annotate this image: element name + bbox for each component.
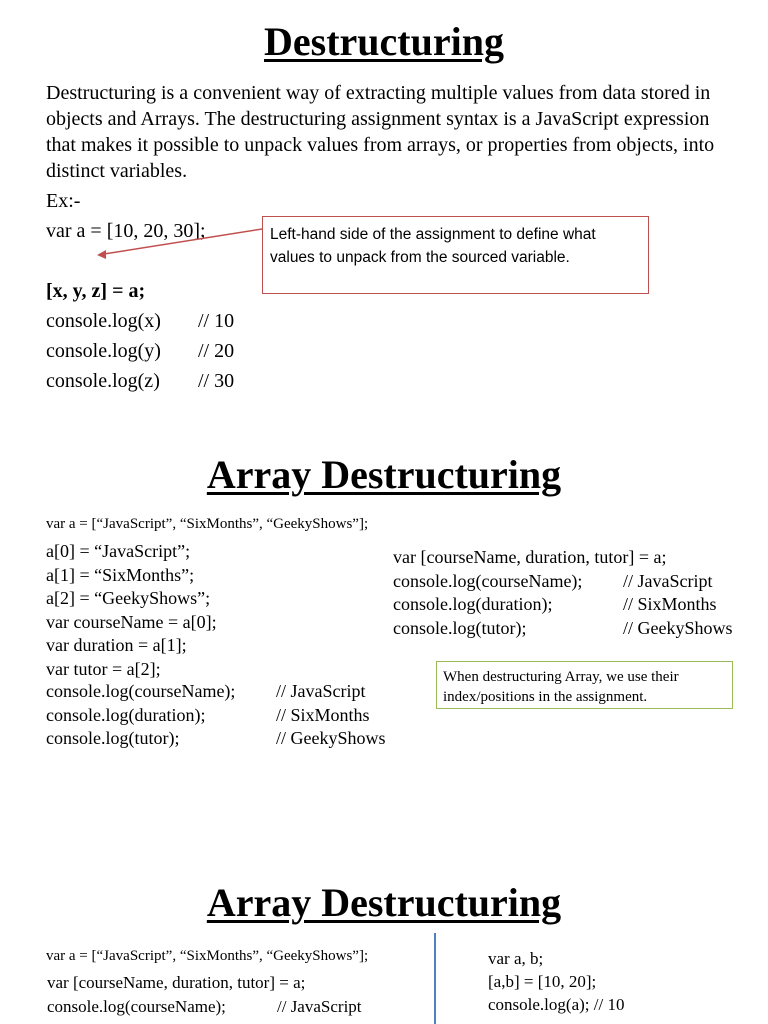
log-code: console.log(courseName); bbox=[46, 681, 236, 701]
column-divider bbox=[434, 933, 436, 1024]
log-code: console.log(x) bbox=[46, 310, 161, 332]
log-line-x bbox=[46, 308, 235, 334]
log-comment: // GeekyShows bbox=[276, 728, 386, 748]
left-log-line bbox=[47, 995, 362, 1019]
log-code: console.log(z) bbox=[46, 370, 160, 392]
log-comment: // 10 bbox=[198, 310, 235, 332]
swap-assignment: [a,b] = [10, 20]; bbox=[488, 972, 597, 991]
destructuring-declaration: var [courseName, duration, tutor] = a; bbox=[47, 973, 306, 992]
left-log-line bbox=[46, 704, 370, 728]
log-comment: // 30 bbox=[198, 370, 235, 392]
index-line: a[2] = “GeekyShows”; bbox=[46, 588, 211, 608]
section1-title: Destructuring bbox=[264, 19, 504, 64]
section2-array-declaration: var a = [“JavaScript”, “SixMonths”, “GeekyShows”]; bbox=[46, 516, 369, 532]
right-log-line bbox=[393, 593, 717, 617]
index-line: a[0] = “JavaScript”; bbox=[46, 541, 191, 561]
log-comment: // SixMonths bbox=[276, 704, 370, 725]
log-line-y bbox=[46, 338, 235, 364]
variable-line: var tutor = a[2]; bbox=[46, 658, 161, 679]
section3-title: Array Destructuring bbox=[206, 880, 562, 925]
log-line-z bbox=[46, 368, 235, 394]
right-log-line bbox=[393, 570, 713, 594]
log-comment: // JavaScript bbox=[623, 570, 713, 591]
log-code: console.log(y) bbox=[46, 340, 161, 362]
log-code: console.log(duration); bbox=[393, 594, 553, 614]
destructuring-callout: Left-hand side of the assignment to define what values to unpack from the sourced variable. bbox=[262, 216, 649, 294]
index-line: a[1] = “SixMonths”; bbox=[46, 564, 195, 585]
left-log-line bbox=[46, 680, 366, 704]
log-code: console.log(courseName); bbox=[47, 997, 226, 1016]
swap-log-line: console.log(a); // 10 bbox=[488, 995, 625, 1014]
array-index-callout: When destructuring Array, we use their index/positions in the assignment. bbox=[436, 661, 733, 709]
log-code: console.log(duration); bbox=[46, 704, 206, 725]
example-array-declaration: var a = [10, 20, 30]; bbox=[46, 220, 206, 242]
swap-declaration: var a, b; bbox=[488, 949, 544, 968]
example-label: Ex:- bbox=[46, 190, 81, 212]
log-comment: // GeekyShows bbox=[623, 617, 733, 638]
left-log-line bbox=[46, 727, 386, 751]
section2-title: Array Destructuring bbox=[206, 452, 562, 497]
destructuring-declaration: var [courseName, duration, tutor] = a; bbox=[393, 547, 667, 567]
section1-intro: Destructuring is a convenient way of extracting multiple values from data stored in objects and Arrays. The destructuring assignment syntax is a JavaScript expression that makes it possible to unpack values from arrays, or properties from objects, into distinct variables. bbox=[46, 82, 715, 182]
log-code: console.log(tutor); bbox=[393, 617, 527, 638]
variable-line: var duration = a[1]; bbox=[46, 635, 187, 655]
log-comment: // SixMonths bbox=[623, 594, 717, 614]
variable-line: var courseName = a[0]; bbox=[46, 611, 217, 632]
log-comment: // JavaScript bbox=[276, 681, 366, 701]
destructuring-assignment: [x, y, z] = a; bbox=[46, 280, 146, 302]
right-log-line bbox=[393, 617, 733, 641]
section3-array-declaration: var a = [“JavaScript”, “SixMonths”, “GeekyShows”]; bbox=[46, 948, 369, 964]
log-comment: // 20 bbox=[198, 340, 235, 362]
log-code: console.log(courseName); bbox=[393, 570, 583, 591]
log-code: console.log(tutor); bbox=[46, 728, 180, 748]
log-comment: // JavaScript bbox=[277, 997, 362, 1016]
